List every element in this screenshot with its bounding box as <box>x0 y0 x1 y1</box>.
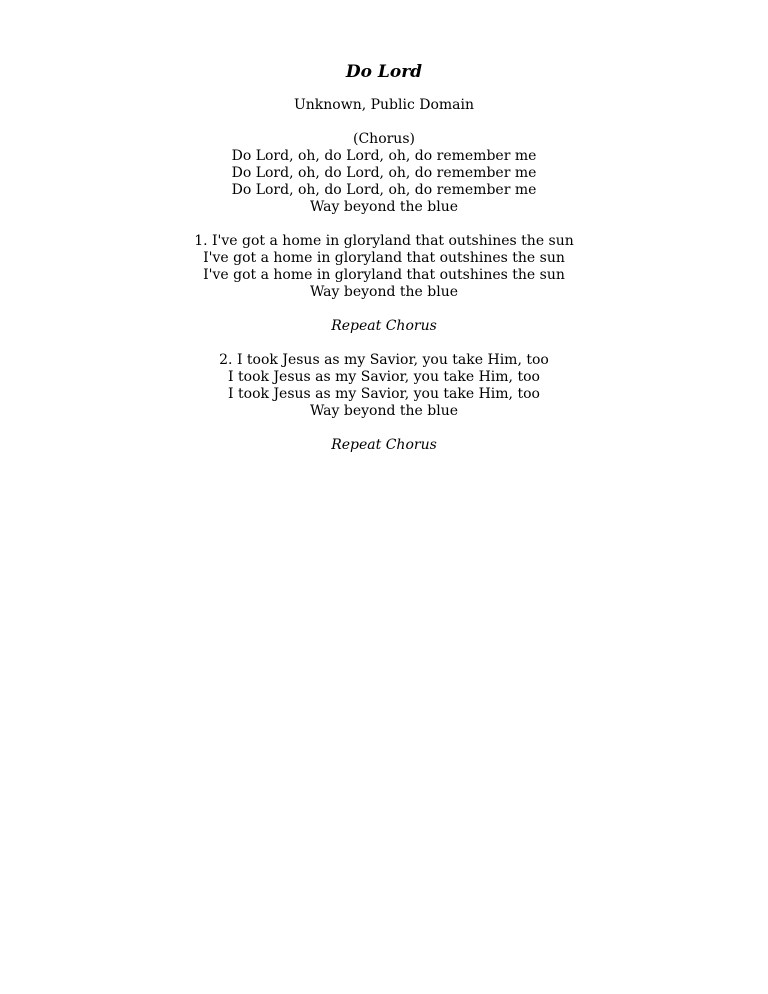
verse-1-line: Way beyond the blue <box>309 284 458 300</box>
repeat-chorus-note: Repeat Chorus <box>331 318 437 334</box>
song-author: Unknown, Public Domain <box>293 97 475 113</box>
song-title: Do Lord <box>345 62 423 82</box>
chorus-heading: (Chorus) <box>353 131 415 147</box>
chorus-line: Do Lord, oh, do Lord, oh, do remember me <box>231 148 537 164</box>
chorus-stanza <box>0 131 768 216</box>
verse-2-line: Way beyond the blue <box>309 403 458 419</box>
verse-2-line: I took Jesus as my Savior, you take Him, too <box>228 386 540 402</box>
verse-2-line: I took Jesus as my Savior, you take Him, too <box>228 369 540 385</box>
chorus-line: Way beyond the blue <box>309 199 458 215</box>
verse-1-line: I've got a home in gloryland that outshines the sun <box>203 267 565 283</box>
verse-1-line: 1. I've got a home in gloryland that outshines the sun <box>194 233 574 249</box>
lyrics-content <box>0 59 768 454</box>
verse-1-line: I've got a home in gloryland that outshines the sun <box>203 250 565 266</box>
verse-2-line: 2. I took Jesus as my Savior, you take Him, too <box>219 352 549 368</box>
verse-1-stanza <box>0 233 768 301</box>
chorus-line: Do Lord, oh, do Lord, oh, do remember me <box>231 182 537 198</box>
chorus-line: Do Lord, oh, do Lord, oh, do remember me <box>231 165 537 181</box>
repeat-chorus-note: Repeat Chorus <box>331 437 437 453</box>
verse-2-stanza <box>0 352 768 420</box>
